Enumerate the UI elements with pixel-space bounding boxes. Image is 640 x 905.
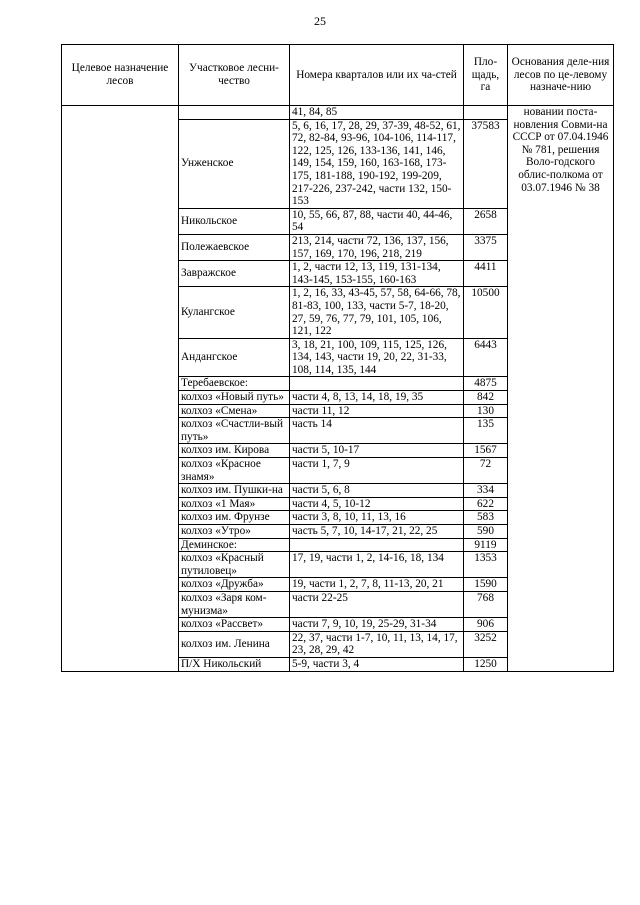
district-cell: колхоз «Красный путиловец»	[179, 552, 290, 578]
header-district: Участковое лесни-чество	[179, 45, 290, 106]
area-cell: 2658	[464, 208, 508, 234]
area-cell: 842	[464, 391, 508, 405]
district-cell: Никольское	[179, 208, 290, 234]
quarters-cell: части 4, 8, 13, 14, 18, 19, 35	[290, 391, 464, 405]
header-purpose: Целевое назначение лесов	[62, 45, 179, 106]
area-cell: 10500	[464, 287, 508, 338]
area-cell: 1353	[464, 552, 508, 578]
area-cell: 583	[464, 511, 508, 525]
area-cell: 768	[464, 591, 508, 617]
header-basis: Основания деле-ния лесов по це-левому назначе-нию	[508, 45, 614, 106]
area-cell: 1567	[464, 444, 508, 458]
area-cell: 3375	[464, 234, 508, 260]
quarters-cell	[290, 377, 464, 391]
district-cell: П/Х Никольский	[179, 657, 290, 671]
district-cell: Кулангское	[179, 287, 290, 338]
district-cell: колхоз «Счастли-вый путь»	[179, 418, 290, 444]
quarters-cell: 10, 55, 66, 87, 88, части 40, 44-46, 54	[290, 208, 464, 234]
area-cell: 3252	[464, 631, 508, 657]
area-cell: 4875	[464, 377, 508, 391]
header-area: Пло-щадь, га	[464, 45, 508, 106]
area-cell	[464, 106, 508, 120]
quarters-cell: части 22-25	[290, 591, 464, 617]
district-cell: колхоз им. Фрунзе	[179, 511, 290, 525]
area-cell: 9119	[464, 538, 508, 552]
district-cell: колхоз им. Кирова	[179, 444, 290, 458]
forest-table	[61, 44, 614, 672]
area-cell: 72	[464, 458, 508, 484]
district-cell: колхоз «Красное знамя»	[179, 458, 290, 484]
quarters-cell: части 5, 6, 8	[290, 484, 464, 498]
quarters-cell: 41, 84, 85	[290, 106, 464, 120]
district-cell: Деминское:	[179, 538, 290, 552]
district-cell: колхоз «Рассвет»	[179, 618, 290, 632]
quarters-cell: части 3, 8, 10, 11, 13, 16	[290, 511, 464, 525]
district-cell: колхоз «Смена»	[179, 404, 290, 418]
area-cell: 906	[464, 618, 508, 632]
district-cell	[179, 106, 290, 120]
area-cell: 590	[464, 525, 508, 539]
quarters-cell: части 1, 7, 9	[290, 458, 464, 484]
quarters-cell: части 4, 5, 10-12	[290, 497, 464, 511]
district-cell: колхоз «1 Мая»	[179, 497, 290, 511]
quarters-cell: части 7, 9, 10, 19, 25-29, 31-34	[290, 618, 464, 632]
district-cell: колхоз им. Пушки-на	[179, 484, 290, 498]
area-cell: 4411	[464, 261, 508, 287]
district-cell: Полежаевское	[179, 234, 290, 260]
district-cell: колхоз «Дружба»	[179, 578, 290, 592]
area-cell: 1590	[464, 578, 508, 592]
area-cell: 37583	[464, 119, 508, 208]
quarters-cell: часть 14	[290, 418, 464, 444]
quarters-cell: 22, 37, части 1-7, 10, 11, 13, 14, 17, 23, 28, 29, 42	[290, 631, 464, 657]
header-quarters: Номера кварталов или их ча-стей	[290, 45, 464, 106]
quarters-cell: 17, 19, части 1, 2, 14-16, 18, 134	[290, 552, 464, 578]
quarters-cell: части 11, 12	[290, 404, 464, 418]
district-cell: Теребаевское:	[179, 377, 290, 391]
quarters-cell	[290, 538, 464, 552]
quarters-cell: 1, 2, части 12, 13, 119, 131-134, 143-145, 153-155, 160-163	[290, 261, 464, 287]
quarters-cell: 3, 18, 21, 100, 109, 115, 125, 126, 134, 143, части 19, 20, 22, 31-33, 108, 114, 135, 144	[290, 338, 464, 377]
district-cell: колхоз «Утро»	[179, 525, 290, 539]
area-cell: 6443	[464, 338, 508, 377]
district-cell: Завражское	[179, 261, 290, 287]
area-cell: 130	[464, 404, 508, 418]
district-cell: Андангское	[179, 338, 290, 377]
district-cell: колхоз им. Ленина	[179, 631, 290, 657]
quarters-cell: 5, 6, 16, 17, 28, 29, 37-39, 48-52, 61, 72, 82-84, 93-96, 104-106, 114-117, 122, 125, 126, 133-136, 141, 146, 149, 154, 159, 160, 163-168, 173-175, 181-188, 190-192, 199-209, 217-226, 237-242, части 132, 150-153	[290, 119, 464, 208]
area-cell: 334	[464, 484, 508, 498]
quarters-cell: часть 5, 7, 10, 14-17, 21, 22, 25	[290, 525, 464, 539]
district-cell: Унженское	[179, 119, 290, 208]
purpose-cell	[62, 106, 179, 672]
area-cell: 1250	[464, 657, 508, 671]
area-cell: 622	[464, 497, 508, 511]
quarters-cell: части 5, 10-17	[290, 444, 464, 458]
area-cell: 135	[464, 418, 508, 444]
quarters-cell: 5-9, части 3, 4	[290, 657, 464, 671]
basis-cell: новании поста-новления Совми-на СССР от 07.04.1946 № 781, решения Воло-годского облис-полкома от 03.07.1946 № 38	[508, 106, 614, 672]
continuation-row	[62, 106, 614, 120]
quarters-cell: 19, части 1, 2, 7, 8, 11-13, 20, 21	[290, 578, 464, 592]
page-number: 25	[314, 14, 326, 28]
district-cell: колхоз «Новый путь»	[179, 391, 290, 405]
quarters-cell: 1, 2, 16, 33, 43-45, 57, 58, 64-66, 78, 81-83, 100, 133, части 5-7, 18-20, 27, 59, 76, 77, 79, 101, 105, 106, 121, 122	[290, 287, 464, 338]
district-cell: колхоз «Заря ком-мунизма»	[179, 591, 290, 617]
quarters-cell: 213, 214, части 72, 136, 137, 156, 157, 169, 170, 196, 218, 219	[290, 234, 464, 260]
header-row	[62, 45, 614, 106]
